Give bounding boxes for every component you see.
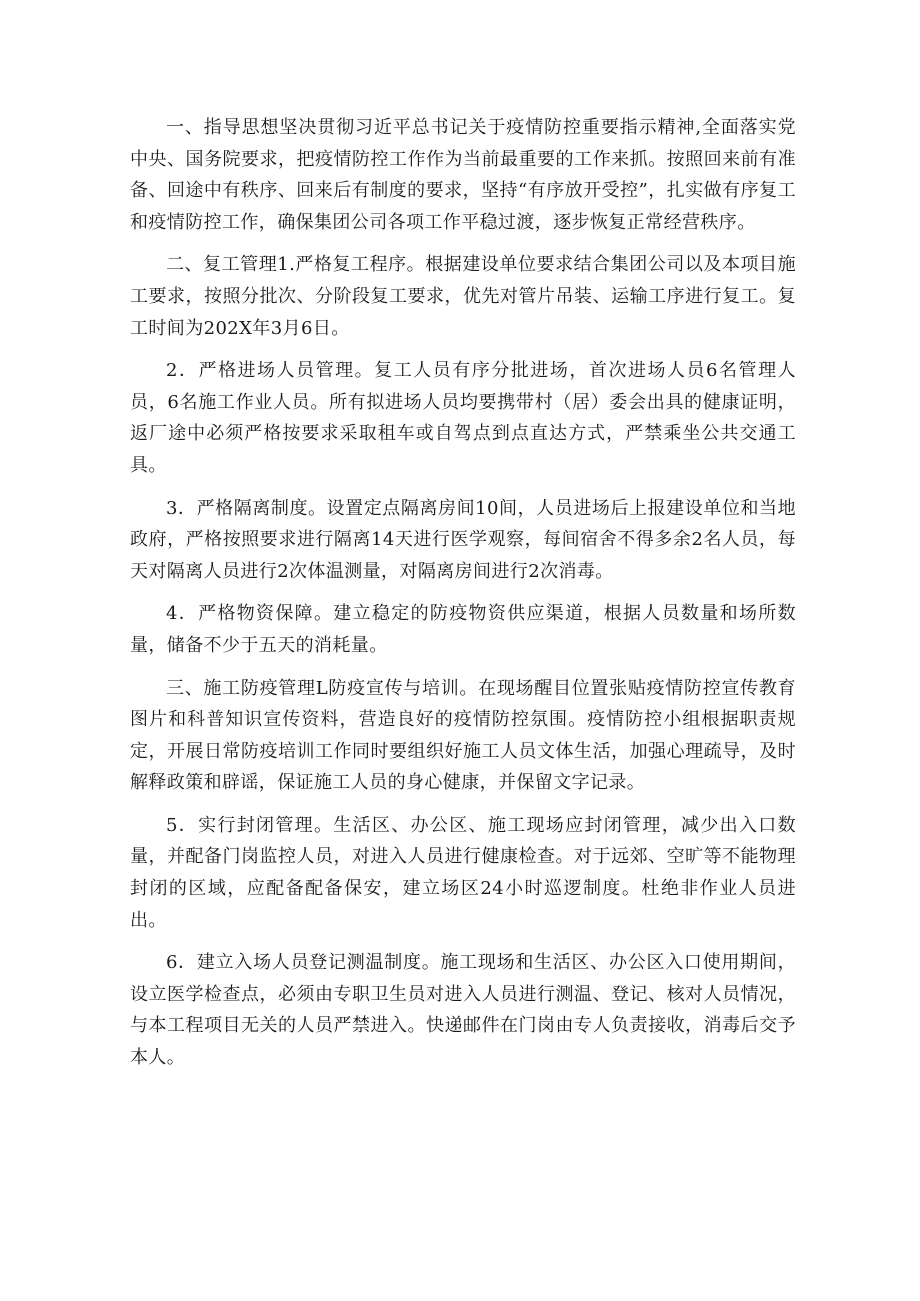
paragraph-material-supply: 4．严格物资保障。建立稳定的防疫物资供应渠道，根据人员数量和场所数量，储备不少于五天的消耗量。: [130, 603, 796, 656]
document-body: [130, 112, 796, 1085]
paragraph-resumption-management: 二、复工管理1.严格复工程序。根据建设单位要求结合集团公司以及本项目施工要求，按照分批次、分阶段复工要求，优先对管片吊装、运输工序进行复工。复工时间为202X年3月6日。: [130, 254, 796, 339]
paragraph-isolation-system: 3．严格隔离制度。设置定点隔离房间10间，人员进场后上报建设单位和当地政府，严格按照要求进行隔离14天进行医学观察，每间宿舍不得多余2名人员，每天对隔离人员进行2次体温测量，对隔离房间进行2次消毒。: [130, 497, 796, 582]
paragraph-personnel-entry: 2．严格进场人员管理。复工人员有序分批进场，首次进场人员6名管理人员，6名施工作业人员。所有拟进场人员均要携带村（居）委会出具的健康证明，返厂途中必须严格按要求采取租车或自驾点到点直达方式，严禁乘坐公共交通工具。: [130, 360, 796, 476]
paragraph-closed-management: 5．实行封闭管理。生活区、办公区、施工现场应封闭管理，减少出入口数量，并配备门岗监控人员，对进入人员进行健康检查。对于远郊、空旷等不能物理封闭的区域，应配备配备保安，建立场区24小时巡逻制度。杜绝非作业人员进出。: [130, 814, 796, 931]
paragraph-epidemic-training: 三、施工防疫管理L防疫宣传与培训。在现场醒目位置张贴疫情防控宣传教育图片和科普知识宣传资料，营造良好的疫情防控氛围。疫情防控小组根据职责规定，开展日常防疫培训工作同时要组织好施工人员文体生活，加强心理疏导，及时解释政策和辟谣，保证施工人员的身心健康，并保留文字记录。: [130, 677, 796, 794]
paragraph-entry-registration: 6．建立入场人员登记测温制度。施工现场和生活区、办公区入口使用期间，设立医学检查点，必须由专职卫生员对进入人员进行测温、登记、核对人员情况，与本工程项目无关的人员严禁进入。快递邮件在门岗由专人负责接收，消毒后交予本人。: [130, 952, 796, 1069]
paragraph-guiding-ideology: 一、指导思想坚决贯彻习近平总书记关于疫情防控重要指示精神,全面落实党中央、国务院要求，把疫情防控工作作为当前最重要的工作来抓。按照回来前有准备、回途中有秩序、回来后有制度的要求，坚持“有序放开受控”，扎实做有序复工和疫情防控工作，确保集团公司各项工作平稳过渡，逐步恢复正常经营秩序。: [130, 117, 796, 233]
